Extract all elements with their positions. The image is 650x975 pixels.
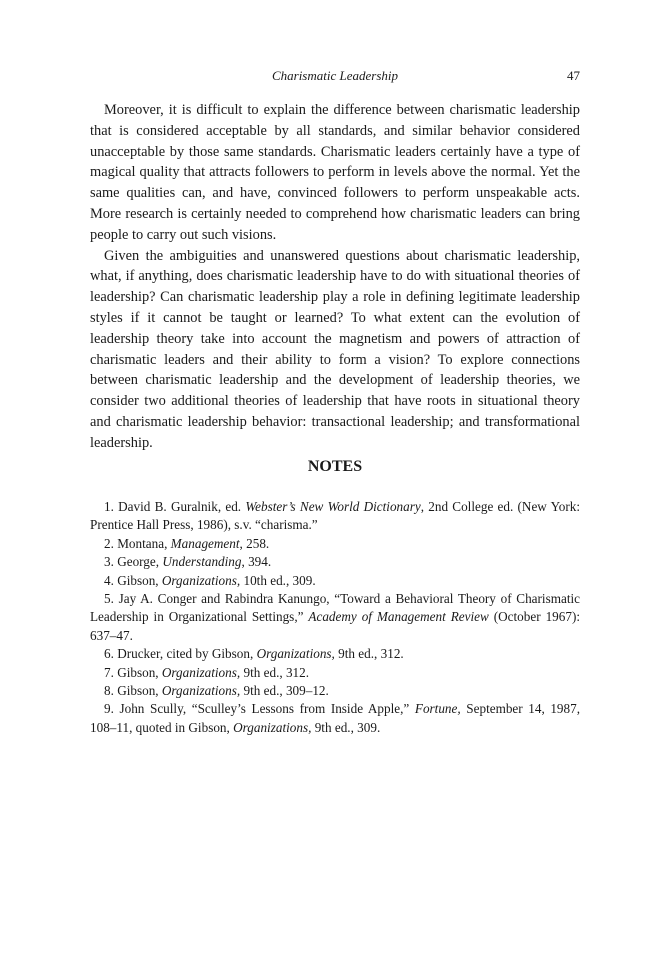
notes-list: [90, 498, 580, 737]
note-item: 4. Gibson, Organizations, 10th ed., 309.: [104, 572, 316, 588]
running-title: Charismatic Leadership: [271, 68, 399, 83]
note-item: 1. David B. Guralnik, ed. Webster’s New World Dictionary, 2nd College ed. (New York: Prentice Hall Press, 1986), s.v. “charisma.”: [90, 499, 581, 533]
paragraph: Given the ambiguities and unanswered questions about charismatic leadership, what, if anything, does charismatic leadership have to do with situational theories of leadership? Can charismatic leadership play a role in defining legitimate leadership styles if it cannot be taught or learned? To what extent can the evolution of leadership theory take into account the magnetism and powers of attraction of charismatic leaders and their ability to form a vision? To explore connections between charismatic leadership and the development of leadership theories, we consider two additional theories of leadership that have roots in situational theory and charismatic leadership behavior: transactional leadership; and transformational leadership.: [90, 247, 580, 451]
note-item: 9. John Scully, “Sculley’s Lessons from Inside Apple,” Fortune, September 14, 1987, 108–11, quoted in Gibson, Organizations, 9th ed., 309.: [90, 701, 581, 735]
body-text: [90, 100, 580, 454]
note-item: 3. George, Understanding, 394.: [104, 554, 272, 570]
paragraph: Moreover, it is difficult to explain the difference between charismatic leadership that is considered acceptable by all standards, and similar behavior considered unacceptable by those same standards. Charismatic leaders certainly have a type of magical quality that attracts followers to perform in levels above the normal. Yet the same qualities can, and have, convinced followers to perform unspeakable acts. More research is certainly needed to comprehend how charismatic leaders can bring people to carry out such visions.: [90, 102, 580, 243]
note-item: 6. Drucker, cited by Gibson, Organizations, 9th ed., 312.: [104, 646, 404, 662]
page-number: 47: [567, 68, 580, 83]
note-item: 8. Gibson, Organizations, 9th ed., 309–12.: [104, 683, 329, 699]
note-item: 2. Montana, Management, 258.: [104, 535, 270, 551]
notes-heading: NOTES: [307, 458, 363, 475]
note-item: 5. Jay A. Conger and Rabindra Kanungo, “Toward a Behavioral Theory of Charismatic Leadership in Organizational Settings,” Academy of Management Review (October 1967): 637–47.: [90, 591, 581, 643]
running-head: [90, 68, 580, 88]
note-item: 7. Gibson, Organizations, 9th ed., 312.: [104, 664, 310, 680]
